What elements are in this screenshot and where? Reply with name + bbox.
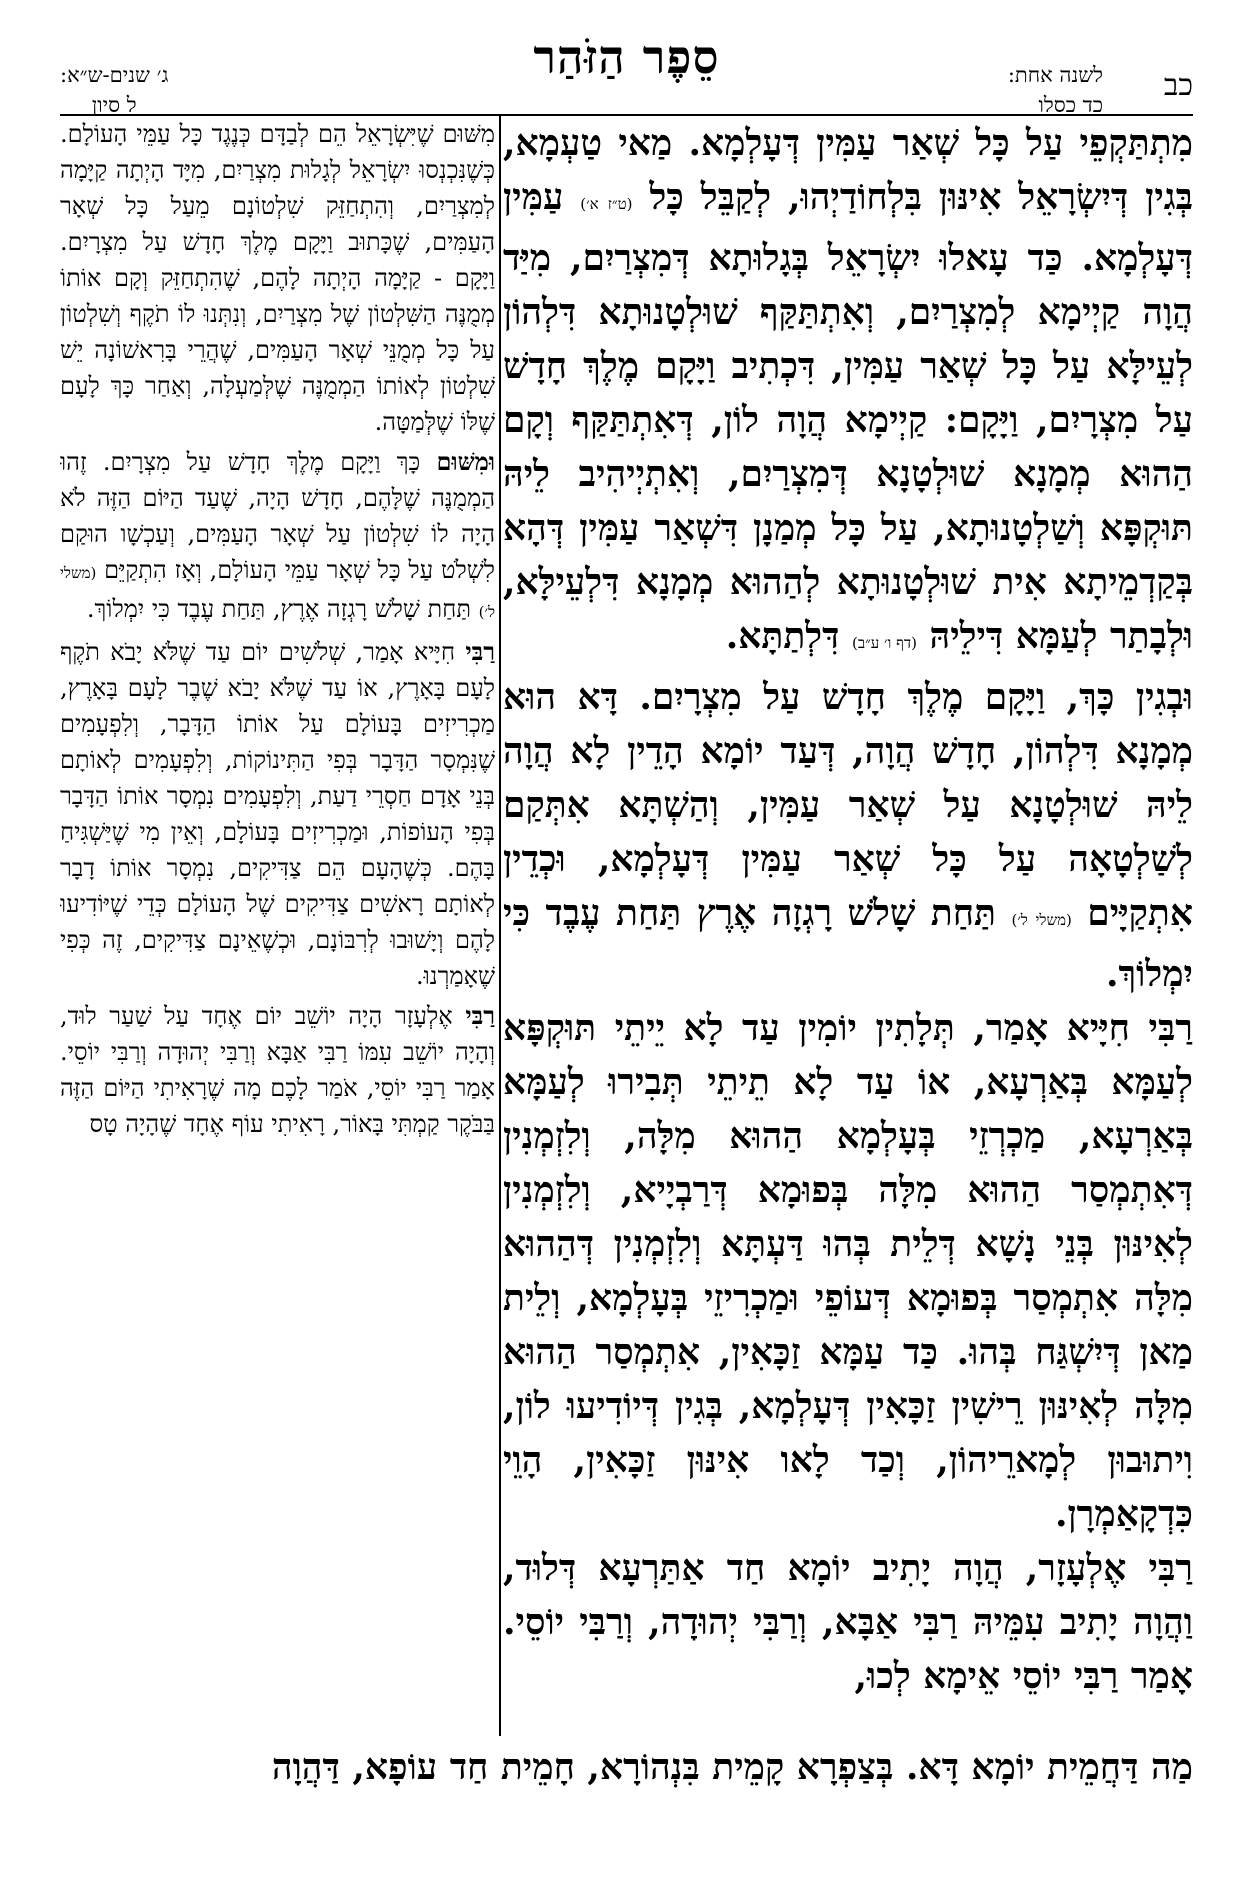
main-paragraph-3: רַבִּי חִיָּיא אָמַר, תְּלָתִין יוֹמִין עַד לָא יֵיתֵי תּוּקְפָּא לְעַמָּא בְּאַרְעָא, אוֹ עַד לָא תֵיתֵי תְּבִירוּ לְעַמָּא בְּאַרְעָא, מַכְרְזֵי בְּעָלְמָא הַהוּא מִלָּה, וְלִזְמְנִין דְּאִתְמְסַר הַהוּא מִלָּה בְּפוּמָא דְּרַבְיָיא, וְלִזְמְנִין לְאִינּוּן בְּנֵי נָשָׁא דְּלֵית בְּהוּ דַּעְתָּא וְלִזְמְנִין דְּהַהוּא מִלָּה אִתְמְסַר בְּפוּמָא דְּעוֹפֵי וּמַכְרִיזֵי בְּעָלְמָא, וְלֵית מַאן דְּיִשְׁגַּח בְּהוּ. כַּד עַמָּא זַכָּאִין, אִתְמְסַר הַהוּא מִלָּה לְאִינּוּן רֵישִׁין זַכָּאִין דְּעָלְמָא, בְּגִין דְּיוֹדִיעוּ לוֹן, וִיתוּבוּן לְמָארֵיהוֹן, וְכַד לָאו אִינּוּן זַכָּאִין, הָוֵי כִּדְקָאַמְרָן. [503, 1007, 1193, 1535]
page-number: כב [1163, 68, 1193, 103]
paragraph-lead-word: וּבְגִין [1135, 676, 1193, 718]
main-paragraph-2: וּבְגִין כָּךְ, וַיָּקָם מֶלֶךְ חָדָשׁ עַל מִצְרָיִם. דָּא הוּא מְמָנָא דִּלְהוֹן, חָדָשׁ הֲוָה, דְּעַד יוֹמָא הָדֵין לָא הֲוָה לֵיהּ שׁוּלְטָנָא עַל שְׁאַר עַמִּין, וְהַשְׁתָּא אִתְּקַם לְשַׁלְטָאָה עַל כָּל שְׁאַר עַמִּין דְּעָלְמָא, וּכְדֵין אִתְקַיָּים (משלי ל׳) תַּחַת שָׁלֹשׁ רָגְזָה אֶרֶץ תַּחַת עֶבֶד כִּי יִמְלוֹךְ. [503, 676, 1193, 995]
schedule-three-years-date: ל סיון [91, 93, 137, 117]
paragraph-lead-word: רַבִּי [465, 1001, 495, 1030]
schedule-three-years-label: ג׳ שנים-ש״א: [60, 63, 169, 87]
paragraph-lead-word: רַבִּי [1148, 1547, 1193, 1589]
bottom-continuation-line: מַה דַּחֲמֵית יוֹמָא דָּא. בְּצַפְרָא קָמֵית בִּנְהוֹרָא, חָמֵית חַד עוֹפָא, דַּהֲוָה [271, 1746, 1193, 1788]
paragraph-lead-word: רַבִּי [1148, 1007, 1193, 1049]
book-title: סֵפֶר הַזֹּהַר [533, 30, 720, 84]
main-aramaic-column [503, 116, 1193, 1736]
column-divider [499, 116, 501, 1736]
paragraph-lead-word: וּמִשּׁוּם [436, 447, 495, 476]
main-folio-ref: (ט״ז א׳) [580, 195, 633, 213]
hebrew-translation-column [60, 116, 495, 1736]
study-schedule-three-years [60, 60, 168, 120]
side-paragraph-1: מִשּׁוּם שֶׁיִּשְׂרָאֵל הֵם לְבַדָּם כְּנֶגֶד כָּל עַמֵּי הָעוֹלָם. כְּשֶׁנִּכְנְסוּ יִשְׂרָאֵל לְגָלוּת מִצְרַיִם, מִיָּד הָיְתָה קַיָּמָה לְמִצְרַיִם, וְהִתְחַזֵּק שִׁלְטוֹנָם מֵעַל כָּל שְׁאָר הָעַמִּים, שֶׁכָּתוּב וַיָּקָם מֶלֶךְ חָדָשׁ עַל מִצְרָיִם. וַיָּקָם - קַיָּמָה הָיְתָה לָהֶם, שֶׁהִתְחַזֵּק וְקָם אוֹתוֹ מְמֻנֶּה הַשִּׁלְטוֹן שֶׁל מִצְרַיִם, וְנִתְּנוּ לוֹ תֹקֶף וְשִׁלְטוֹן עַל כָּל מְמֻנֵּי שְׁאָר הָעַמִּים, שֶׁהֲרֵי בָּרִאשׁוֹנָה יֵשׁ שִׁלְטוֹן לְאוֹתוֹ הַמְמֻנֶּה שֶׁלְּמַעְלָה, וְאַחַר כָּךְ לָעָם שֶׁלּוֹ שֶׁלְּמַטָּה. [60, 120, 495, 436]
schedule-one-year-date: כד כסלו [1038, 93, 1103, 117]
side-verse-ref: (משלי ל׳) [60, 564, 495, 621]
main-verse-ref: (משלי ל׳) [1011, 911, 1072, 929]
main-paragraph-1: מִתְתַּקְפֵי עַל כָּל שְׁאַר עַמִּין דְּעָלְמָא. מַאי טַעְמָא, בְּגִין דְּיִשְׂרָאֵל אִינּוּן בִּלְחוֹדַיְהוּ, לְקַבֵּל כָּל (ט״ז א׳) עַמִּין דְּעָלְמָא. כַּד עָאלוּ יִשְׂרָאֵל בְּגָלוּתָא דְּמִצְרַיִם, מִיַּד הֲוָה קַיְימָא לְמִצְרַיִם, וְאִתְתַּקַּף שׁוּלְטָנוּתָא דִּלְהוֹן לְעֵילָּא עַל כָּל שְׁאַר עַמִּין, דִּכְתִיב וַיָּקָם מֶלֶךְ חָדָשׁ עַל מִצְרָיִם, וַיָּקָם: קַיְימָא הֲוָה לוֹן, דְּאִתְתַּקַּף וְקָם הַהוּא מְמָנָא שׁוּלְטָנָא דְּמִצְרַיִם, וְאִתְיְיהִיב לֵיהּ תּוּקְפָּא וְשַׁלְטָנוּתָא, עַל כָּל מְמַנָן דִּשְׁאַר עַמִּין דְּהָא בְּקַדְמֵיתָא אִית שׁוּלְטָנוּתָא לְהַהוּא מְמָנָא דִּלְעֵילָּא, וּלְבָתַר לְעַמָּא דִּילֵיהּ (דף ו׳ ע״ב) דִּלְתַתָּא. [503, 122, 1193, 657]
paragraph-lead-word: רַבִּי [465, 637, 495, 666]
side-paragraph-2: וּמִשּׁוּם כָּךְ וַיָּקָם מֶלֶךְ חָדָשׁ עַל מִצְרָיִם. זֶהוּ הַמְמֻנֶּה שֶׁלָּהֶם, חָדָשׁ הָיָה, שֶׁעַד הַיּוֹם הַזֶּה לֹא הָיָה לוֹ שִׁלְטוֹן עַל שְׁאָר הָעַמִּים, וְעַכְשָׁו הוּקַם לִשְׁלֹט עַל כָּל שְׁאָר עַמֵּי הָעוֹלָם, וְאָז הִתְקַיֵּם (משלי ל׳) תַּחַת שָׁלֹשׁ רָגְזָה אֶרֶץ, תַּחַת עֶבֶד כִּי יִמְלוֹךְ. [60, 447, 495, 623]
side-paragraph-3: רַבִּי חִיָּיא אָמַר, שְׁלֹשִׁים יוֹם עַד שֶׁלֹּא יָבֹא תֹקֶף לָעָם בָּאָרֶץ, אוֹ עַד שֶׁלֹּא יָבֹא שֶׁבֶר לָעָם בָּאָרֶץ, מַכְרִיזִים בָּעוֹלָם עַל אוֹתוֹ הַדָּבָר, וְלִפְעָמִים שֶׁנִּמְסָר הַדָּבָר בְּפִי הַתִּינוֹקוֹת, וְלִפְעָמִים לְאוֹתָם בְּנֵי אָדָם חַסְרֵי דַעַת, וְלִפְעָמִים נִמְסָר אוֹתוֹ הַדָּבָר בְּפִי הָעוֹפוֹת, וּמַכְרִיזִים בָּעוֹלָם, וְאֵין מִי שֶׁיַּשְׁגִּיחַ בָּהֶם. כְּשֶׁהָעָם הֵם צַדִּיקִים, נִמְסָר אוֹתוֹ דָבָר לְאוֹתָם רָאשִׁים צַדִּיקִים שֶׁל הָעוֹלָם כְּדֵי שֶׁיּוֹדִיעוּ לָהֶם וְיָשׁוּבוּ לְרִבּוֹנָם, וּכְשֶׁאֵינָם צַדִּיקִים, זֶה כְּפִי שֶׁאָמַרְנוּ. [60, 637, 495, 990]
side-paragraph-4: רַבִּי אֶלְעָזָר הָיָה יוֹשֵׁב יוֹם אֶחָד עַל שַׁעַר לוּד, וְהָיָה יוֹשֵׁב עִמּוֹ רַבִּי אַבָּא וְרַבִּי יְהוּדָה וְרַבִּי יוֹסֵי. אָמַר רַבִּי יוֹסֵי, אֹמַר לָכֶם מָה שֶׁרָאִיתִי הַיּוֹם הַזֶּה בַּבֹּקֶר קַמְתִּי בָּאוֹר, רָאִיתִי עוֹף אֶחָד שֶׁהָיָה טָס [60, 1001, 495, 1138]
page-header [60, 30, 1193, 120]
main-folio-ref: (דף ו׳ ע״ב) [851, 634, 917, 652]
main-paragraph-4: רַבִּי אֶלְעָזָר, הֲוָה יָתִיב יוֹמָא חַד אַתַּרְעָא דְּלוּד, וַהֲוָה יָתִיב עִמֵּיהּ רַבִּי אַבָּא, וְרַבִּי יְהוּדָה, וְרַבִּי יוֹסֵי. אָמַר רַבִּי יוֹסֵי אֵימָא לְכוּ, [503, 1547, 1193, 1697]
schedule-one-year-label: לשנה אחת: [1007, 63, 1103, 87]
